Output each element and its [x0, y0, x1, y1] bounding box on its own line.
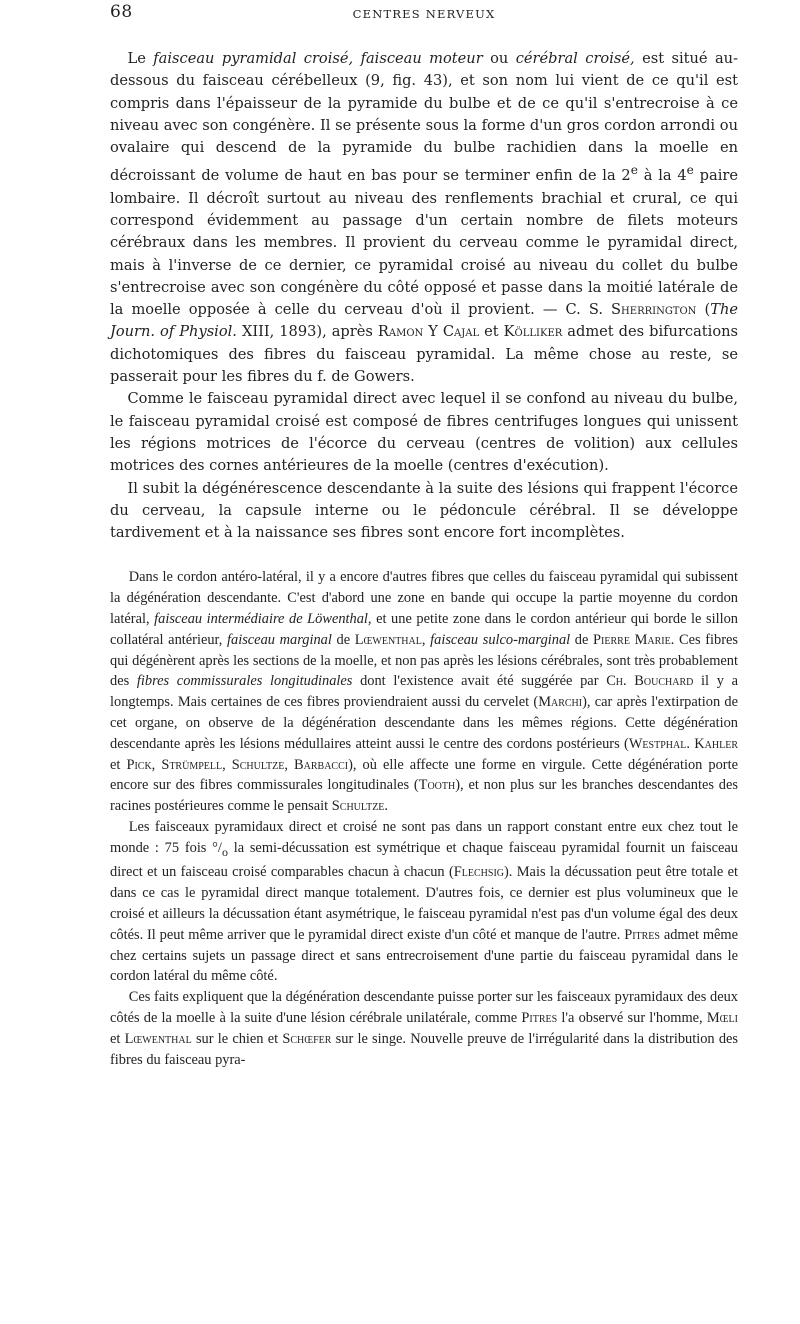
text-run: et	[110, 1030, 125, 1047]
italic-term: faisceau marginal	[227, 631, 332, 648]
note-text	[110, 567, 738, 1070]
text-run: . Ces fibres qui dégénèrent après les sections de la moelle, et non pas après les lésions cérébrales, sont très probablement des	[110, 631, 738, 690]
page-number: 68	[110, 2, 133, 22]
author-name: Schœfer	[282, 1030, 332, 1047]
text-run: ), où elle affecte une forme en virgule. Cette dégénération porte encore sur des fibres commissurales longitudinales (	[110, 756, 738, 794]
text-run: ), et non plus sur les branches descendantes des racines postérieures comme le pensait	[110, 777, 738, 815]
text-run: la semi-décussation est symétrique et chaque faisceau pyramidal fournit un faisceau direct et un faisceau croisé comparables chacun à chacun (	[110, 839, 738, 881]
text-run: de	[570, 631, 594, 648]
running-title: CENTRES NERVEUX	[352, 7, 496, 21]
text-run: .	[384, 798, 389, 815]
text-run: ,	[421, 631, 431, 648]
author-name: Flechsig	[453, 864, 504, 881]
text-run: est situé au-dessous du faisceau cérébelleux (9, fig. 43), et son nom lui vient de ce qu'il est compris dans l'épaisseur de la pyramide du bulbe et de ce qu'il s'entrecroise à ce niveau avec son congénère. Il se présente sous la forme d'un gros cordon arrondi ou ovalaire qui descend de la pyramide du bulbe rachidien dans la moelle en décroissant de volume de haut en bas pour se terminer enfin de la 2	[110, 50, 739, 185]
text-run: XIII, 1893), après	[236, 323, 378, 341]
text-run: il y a longtemps. Mais certaines de ces fibres proviendraient aussi du cervelet (	[110, 673, 738, 711]
author-name: Kölliker	[503, 323, 563, 341]
text-run: (	[696, 301, 711, 319]
author-name: Pitres	[624, 926, 660, 943]
journal-title: The Journ. of Physiol.	[110, 301, 738, 341]
text-run: à la 4	[637, 167, 687, 185]
author-name: Lœwenthal	[354, 631, 422, 648]
author-name: Sherrington	[611, 301, 697, 319]
italic-term: faisceau pyramidal croisé, faisceau moteur	[153, 50, 483, 67]
main-body-text	[110, 48, 738, 544]
author-name: Westphal	[628, 735, 687, 752]
author-name: Pick	[126, 756, 152, 773]
text-run: l'a observé sur l'homme,	[557, 1010, 707, 1026]
text-run: Dans le cordon antéro-latéral, il y a encore d'autres fibres que celles du faisceau pyramidal qui subissent la dégénération descendante. C'est d'abord une zone en bande qui occupe la partie moyenne du cordon latéral,	[110, 569, 738, 627]
note-paragraph-2	[110, 817, 738, 987]
note-paragraph-1	[110, 567, 738, 817]
author-name: Pitres	[521, 1010, 558, 1026]
main-paragraph-3: Il subit la dégénérescence descendante à la suite des lésions qui frappent l'écorce du cerveau, la capsule interne ou le pédoncule cérébral. Il se développe tardivement et à la naissance ses fibres sont encore fort incomplètes.	[110, 479, 738, 542]
author-name: Kahler	[694, 735, 738, 752]
text-run: ), car après l'extirpation de cet organe, on observe de la dégénération descendante dans les mêmes régions. Cette dégénération descendante après les lésions médullaires atteint aussi le centre des cordons postérieurs (	[110, 694, 738, 752]
main-paragraph-2: Comme le faisceau pyramidal direct avec lequel il se confond au niveau du bulbe, le faisceau pyramidal croisé est composé de fibres centrifuges longues qui unissent les régions motrices de l'écorce du cerveau (centres de volition) aux cellules motrices des cornes antérieures de la moelle (centres d'exécution).	[110, 390, 738, 475]
subscript: o	[221, 844, 228, 859]
text-run: ,	[222, 756, 232, 773]
text-run: .	[686, 735, 695, 752]
author-name: Schultze	[331, 798, 385, 815]
page-header	[110, 0, 738, 48]
author-name: Barbacci	[294, 756, 349, 773]
text-run: Les faisceaux pyramidaux direct et croisé ne sont pas dans un rapport constant entre eux chez tout le monde : 75 fois °/	[110, 818, 738, 856]
text-run: ,	[151, 756, 162, 773]
text-run: de	[331, 631, 355, 648]
text-run: paire lombaire. Il décroît surtout au niveau des renflements brachial et crural, ce qui correspond évidemment au passage d'un certain nombre de filets moteurs cérébraux dans les membres. Il provient du cerveau comme le pyramidal direct, mais à l'inverse de ce dernier, ce pyramidal croisé au niveau du collet du bulbe s'entrecroise avec son congénère du côté opposé et passe dans la moitié latérale de la moelle opposée à celle du cerveau d'où il provient. — C. S.	[110, 167, 738, 319]
italic-term: fibres commissurales longitudinales	[136, 673, 353, 690]
text-run: sur le chien et	[191, 1030, 283, 1047]
italic-term: faisceau intermédiaire de Löwenthal,	[154, 610, 372, 627]
text-run: et une petite zone dans le cordon antérieur qui borde le sillon collatéral antérieur,	[110, 610, 738, 648]
superscript: e	[630, 163, 638, 178]
text-run: ). Mais la décussation peut être totale et dans ce cas le pyramidal direct manque totalement. D'autres fois, ce dernier est plus volumineux que le croisé et ailleurs la décussation étant asymétrique, le faisceau pyramidal n'est pas d'un volume égal des deux côtés. Il peut même arriver que le pyramidal direct existe d'un côté et manque de l'autre.	[110, 864, 738, 943]
text-run: Le	[127, 50, 154, 67]
author-name: Mœli	[706, 1010, 738, 1026]
text-run: et	[479, 323, 504, 341]
author-name: Lœwenthal	[124, 1030, 192, 1047]
author-name: Ch. Bouchard	[606, 673, 694, 690]
text-run: admet des bifurcations dichotomiques des fibres du faisceau pyramidal. La même chose au reste, se passerait pour les fibres du f. de Gowers.	[110, 323, 738, 386]
text-run: ou	[482, 50, 516, 67]
text-run: admet même chez certains sujets un passage direct et sans entrecroisement d'une partie du faisceau pyramidal dans le cordon latéral du même côté.	[110, 926, 738, 985]
author-name: Ramon Y Cajal	[377, 323, 480, 341]
author-name: Marchi	[538, 694, 583, 711]
text-run: Ces faits expliquent que la dégénération descendante puisse porter sur les faisceaux pyramidaux des deux côtés de la moelle à la suite d'une lésion cérébrale unilatérale, comme	[110, 989, 738, 1026]
author-name: Pierre Marie	[593, 631, 671, 648]
author-name: Schultze	[231, 756, 285, 773]
text-run: et	[110, 756, 127, 773]
author-name: Tooth	[418, 777, 456, 794]
main-paragraph-1	[110, 48, 738, 388]
author-name: Strümpell	[161, 756, 223, 773]
note-paragraph-3	[110, 987, 738, 1070]
text-run: dont l'existence avait été suggérée par	[352, 673, 607, 690]
italic-term: faisceau sulco-marginal	[430, 631, 571, 648]
superscript: e	[686, 163, 694, 178]
text-run: sur le singe. Nouvelle preuve de l'irrégularité dans la distribution des fibres du faisceau pyra-	[110, 1030, 739, 1068]
italic-term: cérébral croisé,	[515, 50, 635, 67]
text-run: ,	[284, 756, 295, 773]
